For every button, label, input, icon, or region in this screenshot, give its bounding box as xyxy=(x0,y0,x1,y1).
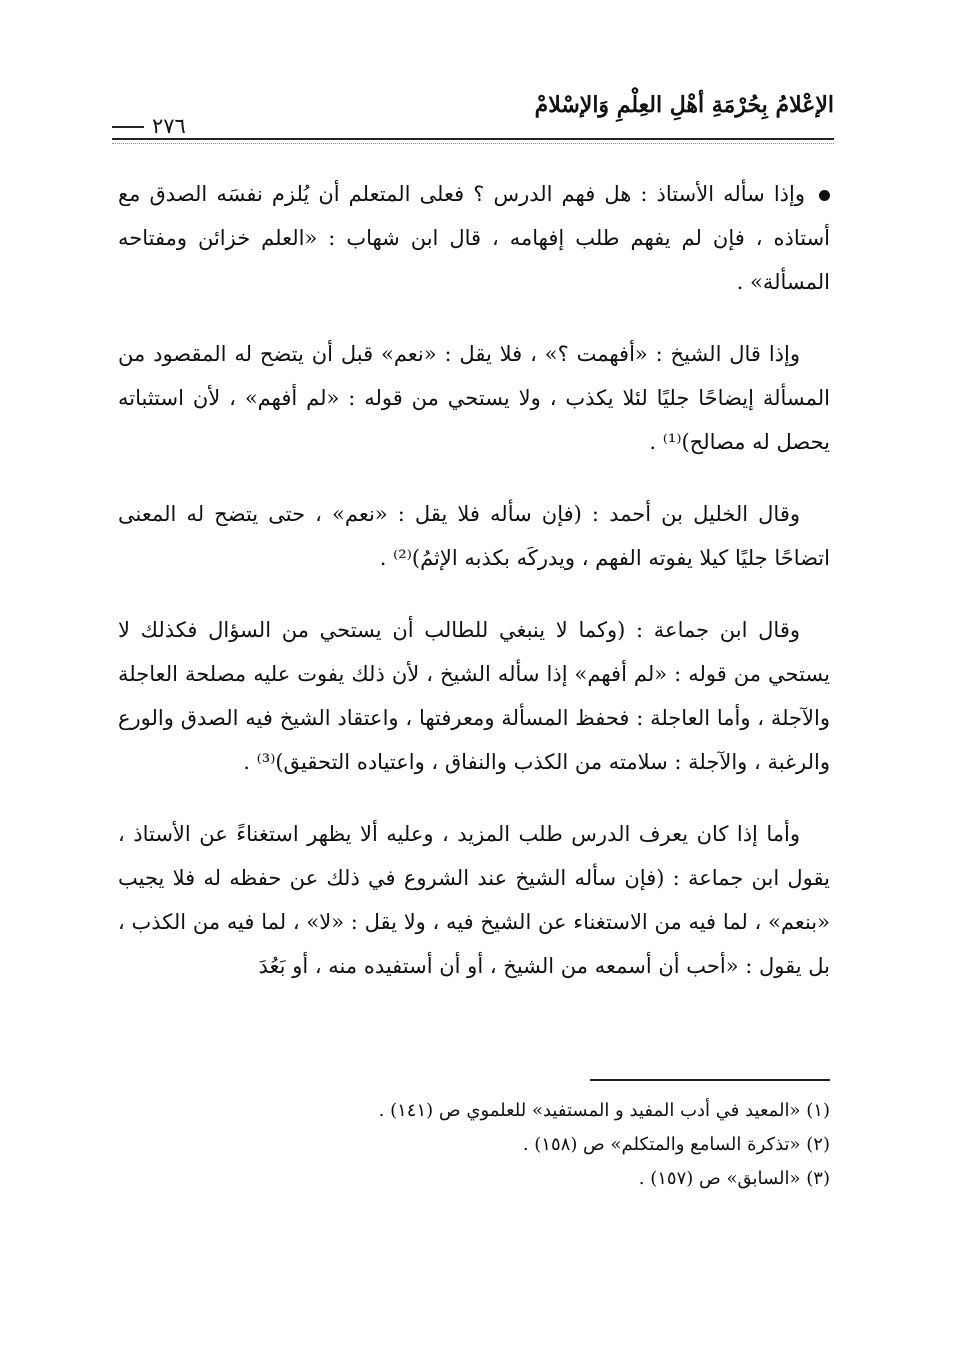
paragraph: وقال ابن جماعة : (وكما لا ينبغي للطالب أن يستحي من السؤال فكذلك لا يستحي من قوله : «لم أفهم» إذا سأله الشيخ ، لأن ذلك يفوت عليه مصلحة العاجلة والآجلة ، وأما العاجلة : فحفظ المسألة ومعرفتها ، واعتقاد الشيخ فيه الصدق والورع والرغبة ، والآجلة : سلامته من الكذب والنفاق ، واعتياده التحقيق)⁽³⁾ . xyxy=(118,618,830,774)
footnotes xyxy=(300,1094,830,1196)
book-title: الإعْلامُ بِحُرْمَةِ أهْلِ العِلْمِ وَالإسْلامْ xyxy=(534,92,834,118)
page-number: ٢٧٦ xyxy=(152,114,186,138)
page-number-rule xyxy=(112,126,144,128)
paragraph xyxy=(118,172,830,304)
footnote: (٢) «تذكرة السامع والمتكلم» ص (١٥٨) . xyxy=(522,1134,830,1155)
footnote-rule xyxy=(590,1079,830,1081)
footnote: (٣) «السابق» ص (١٥٧) . xyxy=(638,1168,830,1189)
bullet-icon xyxy=(819,190,830,201)
paragraph: وقال الخليل بن أحمد : (فإن سأله فلا يقل : «نعم» ، حتى يتضح له المعنى اتضاحًا جليًا كيلا يفوته الفهم ، ويدركَه بكذبه الإثمُ)⁽²⁾ . xyxy=(118,502,830,570)
paragraph: وإذا قال الشيخ : «أفهمت ؟» ، فلا يقل : «نعم» قبل أن يتضح له المقصود من المسألة إيضاحًا جليًا لئلا يكذب ، ولا يستحي من قوله : «لم أفهم» ، لأن استثباته يحصل له مصالح)⁽¹⁾ . xyxy=(118,342,830,454)
paragraph-text: وإذا سأله الأستاذ : هل فهم الدرس ؟ فعلى المتعلم أن يُلزم نفسَه الصدق مع أستاذه ، فإن لم يفهم طلب إفهامه ، قال ابن شهاب : «العلم خزائن ومفتاحه المسألة» . xyxy=(118,182,830,294)
header-rule xyxy=(112,138,834,140)
page-header xyxy=(112,80,834,150)
body-text xyxy=(118,172,830,1016)
paragraph: وأما إذا كان يعرف الدرس طلب المزيد ، وعليه ألا يظهر استغناءً عن الأستاذ ، يقول ابن جماعة : (فإن سأله الشيخ عند الشروع في ذلك عن حفظه له فلا يجيب «بنعم» ، لما فيه من الاستغناء عن الشيخ فيه ، ولا يقل : «لا» ، لما فيه من الكذب ، بل يقول : «أحب أن أسمعه من الشيخ ، أو أن أستفيده منه ، أو بَعُدَ xyxy=(118,822,830,978)
header-rule-dotted xyxy=(112,143,834,144)
footnote: (١) «المعيد في أدب المفيد و المستفيد» للعلموي ص (١٤١) . xyxy=(378,1100,830,1121)
